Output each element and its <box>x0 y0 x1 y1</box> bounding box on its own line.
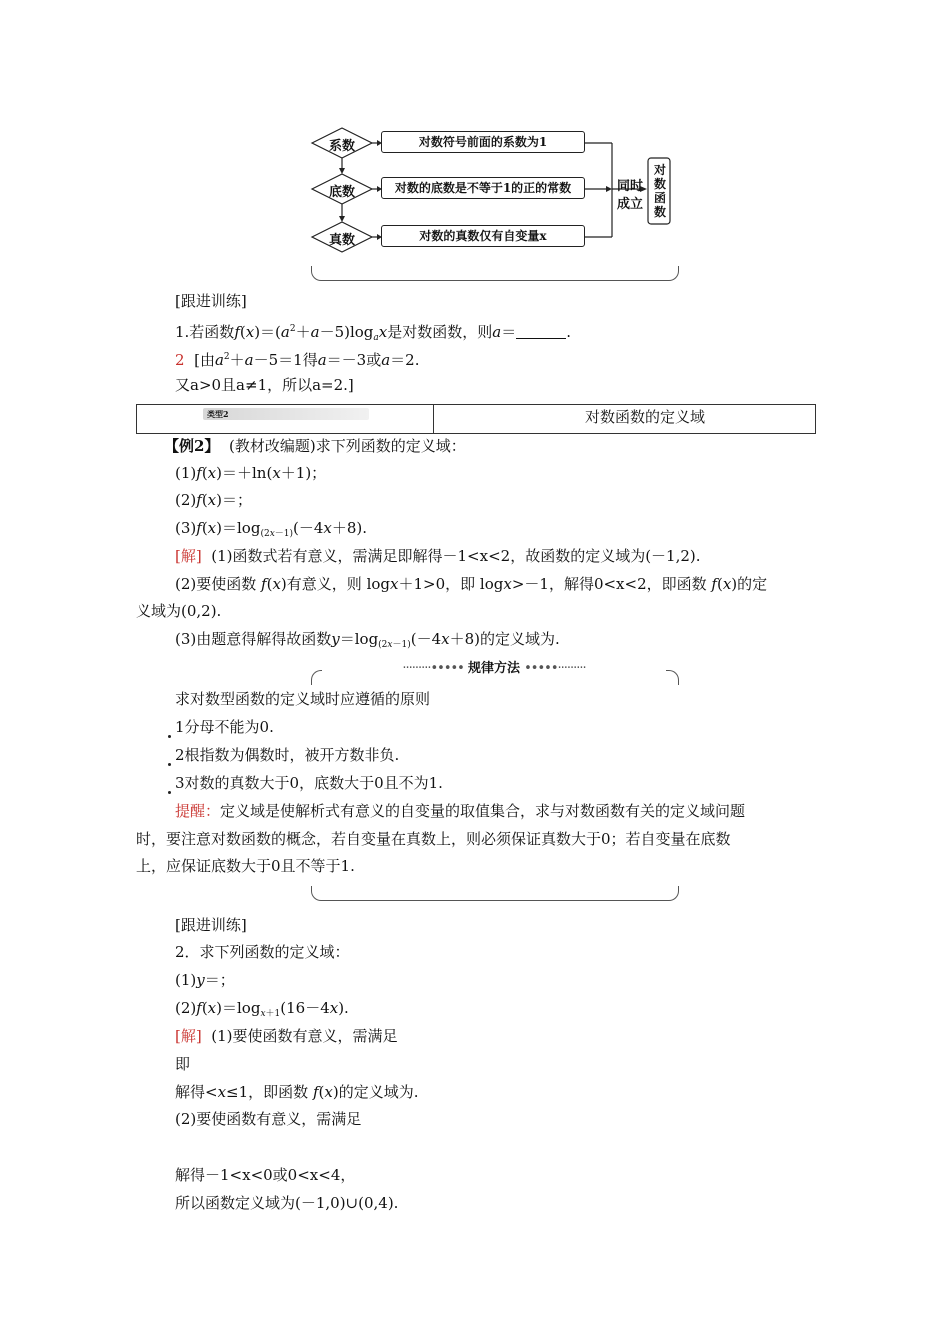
example2-solution2-cont: 义域为(0,2). <box>136 602 222 620</box>
practice2-part1: (1)y＝； <box>175 971 235 989</box>
example2-part3: $(3)f(x)=\log_{(2x-1)}(-4x+8)$. <box>175 519 368 539</box>
condition-base: 对数的底数是不等于1的正的常数 <box>381 177 585 199</box>
practice1-header: [跟进训练] <box>175 292 247 310</box>
rule-marker <box>168 791 171 794</box>
method-dots-right: •••••········· <box>524 661 586 676</box>
type-table-divider <box>433 405 434 433</box>
sol2-part-d: ，解得0<x<2，即函数 <box>548 575 707 593</box>
type-table <box>136 404 816 434</box>
method-tip-3: 上，应保证底数大于0且不等于1. <box>136 857 355 875</box>
diamond-label-base: 底数 <box>328 185 355 200</box>
part3-label: (3) <box>175 519 197 537</box>
join-label-bottom: 成立 <box>617 197 644 212</box>
practice2-question: 2．求下列函数的定义域： <box>175 943 350 961</box>
diamond-label-coefficient: 系数 <box>328 139 355 154</box>
example2-solution3: (3)由题意得解得故函数$y=\log_{(2x-1)}(-4x+8)$的定义域为. <box>175 630 560 650</box>
tip-label: 提醒： <box>175 802 221 820</box>
practice2-part2: $(2)f(x)=\log_{x+1}(16-4x)$. <box>175 999 349 1019</box>
method-title-banner <box>322 659 666 679</box>
practice1-solution-open: [由 <box>194 351 215 369</box>
practice1-question-prefix: 1.若函数 <box>175 323 235 341</box>
result-label <box>652 163 668 219</box>
example2-solution-tag: [解] <box>175 547 202 565</box>
method-rule-3: 3对数的真数大于0，底数大于0且不为1. <box>175 774 443 792</box>
practice2-header: [跟进训练] <box>175 916 247 934</box>
sol2-part-c: ，即 <box>445 575 476 593</box>
practice2-solution1 <box>175 1026 398 1046</box>
method-intro: 求对数型函数的定义域时应遵循的原则 <box>175 690 431 708</box>
condition-coefficient: 对数符号前面的系数为1 <box>381 131 585 153</box>
join-label-top: 同时 <box>617 179 644 194</box>
p2-s3-c: 的定义域为. <box>338 1083 419 1101</box>
example2-label: 【例2】 <box>164 437 220 455</box>
method-rule-1: 1分母不能为0. <box>175 718 274 736</box>
p2-s3-b: ，即函数 <box>248 1083 309 1101</box>
sol2-part-a: (2)要使函数 <box>175 575 257 593</box>
practice1-solution-get: 得 <box>302 351 318 369</box>
diamond-label-argument: 真数 <box>328 233 355 248</box>
practice2-solution-final: 所以函数定义域为(－1,0)∪(0,4). <box>175 1194 399 1212</box>
result-char: 函 <box>653 191 666 205</box>
example2-part1: (1)f(x)＝＋ln(x＋1)； <box>175 464 327 482</box>
result-char: 数 <box>653 177 666 191</box>
tip-line1-text: 定义域是使解析式有意义的自变量的取值集合，求与对数函数有关的定义域问题 <box>220 802 746 820</box>
method-rule-2: 2根指数为偶数时，被开方数非负. <box>175 746 400 764</box>
practice1-answer: 2 <box>175 351 185 369</box>
sol3-part-a: (3)由题意得解得故函数 <box>175 630 332 648</box>
p2-sol1-text: (1)要使函数有意义，需满足 <box>211 1027 398 1045</box>
condition-argument: 对数的真数仅有自变量x <box>381 225 585 247</box>
method-box-bottom-bracket <box>311 886 679 901</box>
type-tag: 类型2 <box>203 408 369 420</box>
practice2-solution-ji: 即 <box>175 1055 191 1073</box>
method-dots-left: ·········••••• <box>402 661 464 676</box>
p2-part1-label: (1) <box>175 971 197 989</box>
practice1-solution-line2: 又a>0且a≠1，所以a=2.] <box>175 376 354 394</box>
method-tip-2: 时，要注意对数函数的概念，若自变量在真数上，则必须保证真数大于0；若自变量在底数 <box>136 830 731 848</box>
example2-solution1 <box>175 546 701 566</box>
rule-marker <box>168 763 171 766</box>
sol3-part-b: 的定义域为. <box>480 630 560 648</box>
practice2-solution-result2: 解得－1<x<0或0<x<4， <box>175 1166 356 1184</box>
practice1-question: 1.若函数$f(x)=(a^2+a-5)\log_ax$是对数函数，则a＝ . <box>175 323 572 343</box>
example2-stem <box>164 436 466 456</box>
p2-part2-label: (2) <box>175 999 197 1017</box>
practice2-solution-result1: 解得<x≤1，即函数 f(x)的定义域为. <box>175 1083 419 1101</box>
flowchart-bottom-bracket <box>311 266 679 281</box>
rule-marker <box>168 735 171 738</box>
method-title: 规律方法 <box>467 661 520 676</box>
sol2-part-b: 有意义，则 <box>286 575 362 593</box>
practice2-solution-tag: [解] <box>175 1027 202 1045</box>
sol2-part-e: 的定 <box>737 575 768 593</box>
method-tip-1 <box>175 801 745 821</box>
result-char: 数 <box>653 205 666 219</box>
result-char: 对 <box>653 163 666 177</box>
practice2-solution2: (2)要使函数有意义，需满足 <box>175 1110 362 1128</box>
example2-solution2: (2)要使函数 f(x)有意义，则 logx＋1>0，即 logx>－1，解得0<x<2，即函数 f(x)的定 <box>175 575 768 593</box>
example2-solution1-text: (1)函数式若有意义，需满足即解得－1<x<2，故函数的定义域为(－1,2). <box>211 547 701 565</box>
p2-s3-a: 解得< <box>175 1083 218 1101</box>
type-title: 对数函数的定义域 <box>585 408 706 426</box>
part1-label: (1) <box>175 464 197 482</box>
example2-stem-text: (教材改编题)求下列函数的定义域： <box>228 437 466 455</box>
part2-label: (2) <box>175 491 197 509</box>
example2-part2: (2)f(x)＝； <box>175 491 252 509</box>
practice1-solution: 2 [由$a^2+a-5=1$得a＝－3或a＝2. <box>175 351 420 369</box>
